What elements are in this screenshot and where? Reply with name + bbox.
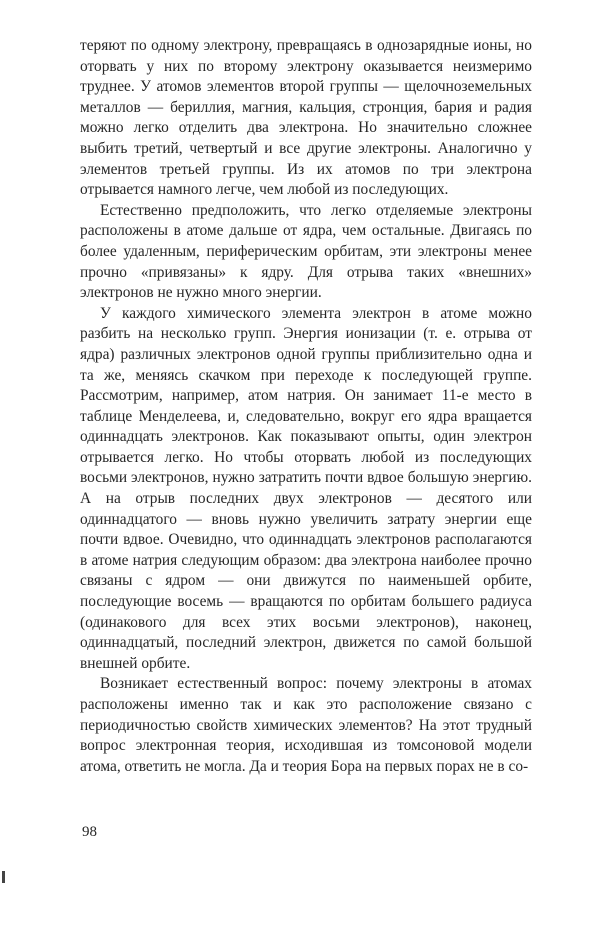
scan-edge-mark	[2, 871, 5, 883]
paragraph-2: Естественно предположить, что легко отделяемые электроны расположены в атоме дальше от ядра, чем остальные. Двигаясь по более удаленным, периферическим орбитам, эти электроны менее прочно «привязаны» к ядру. Для отрыва таких «внешних» электронов не нужно много энергии.	[80, 201, 532, 302]
page-number: 98	[82, 824, 97, 840]
page-body	[80, 36, 532, 777]
paragraph-4: Возникает естественный вопрос: почему электроны в атомах расположены именно так и как это расположение связано с периодичностью свойств химических элементов? На этот трудный вопрос электронная теория, исходившая из томсоновой модели атома, ответить не могла. Да и теория Бора на первых порах не в со-	[80, 675, 532, 775]
paragraph-1: теряют по одному электрону, превращаясь в однозарядные ионы, но оторвать у них по второму электрону оказывается неизмеримо труднее. У атомов элементов второй группы — щелочноземельных металлов — бериллия, магния, кальция, стронция, бария и радия можно легко отделить два электрона. Но значительно сложнее выбить третий, четвертый и все другие электроны. Аналогично у элементов третьей группы. Из их атомов по три электрона отрывается намного легче, чем любой из последующих.	[80, 37, 532, 199]
paragraph-3: У каждого химического элемента электрон в атоме можно разбить на несколько групп. Энергия ионизации (т. е. отрыва от ядра) различных электронов одной группы приблизительно одна и та же, меняясь скачком при переходе к последующей группе. Рассмотрим, например, атом натрия. Он занимает 11-е место в таблице Менделеева, и, следовательно, вокруг его ядра вращается одиннадцать электронов. Как показывают опыты, один электрон отрывается легко. Но чтобы оторвать любой из последующих восьми электронов, нужно затратить почти вдвое большую энергию. А на отрыв последних двух электронов — десятого или одиннадцатого — вновь нужно увеличить затрату энергии еще почти вдвое. Очевидно, что одиннадцать электронов располагаются в атоме натрия следующим образом: два электрона наиболее прочно связаны с ядром — они движутся по наименьшей орбите, последующие восемь — вращаются по орбитам большего радиуса (одинакового для всех этих восьми электронов), наконец, одиннадцатый, последний электрон, движется по самой большой внешней орбите.	[80, 304, 532, 672]
